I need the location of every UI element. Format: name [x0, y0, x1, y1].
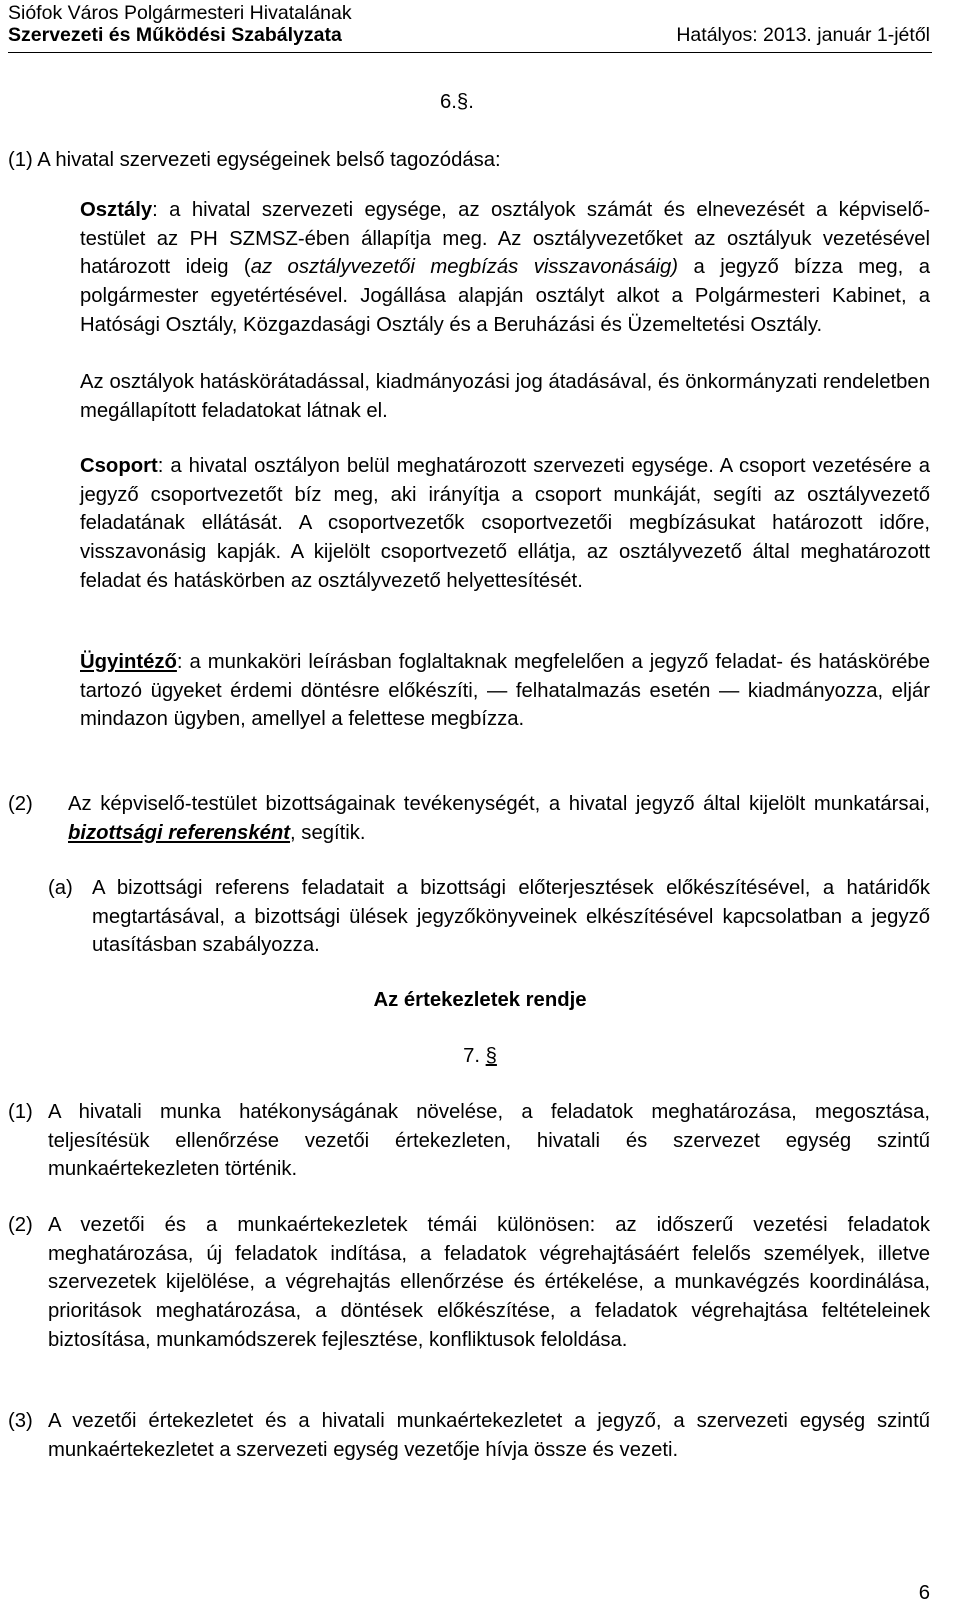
ugyintezo-definition — [80, 648, 930, 734]
csoport-text: : a hivatal osztályon belül meghatározott szervezeti egysége. A csoport vezetésére a jegyző csoportvezetőt bíz meg, aki irányítja a csoport munkáját, segíti az osztályvezető feladatának ellátását. A csoportvezetők csoportvezetői megbízásukat határozott időre, visszavonásig kapják. A kijelölt csoportvezető ellátja, az osztályvezető által meghatározott feladat és hatáskörben az osztályvezető helyettesítését. — [80, 455, 930, 592]
section-6-para-2 — [68, 790, 930, 847]
section-7-para-2: A vezetői és a munkaértekezletek témái különösen: az időszerű vezetési feladatok meghatározása, új feladatok indítása, a feladatok végrehajtásáért felelős személyek, illetve szervezetek kijelölése, a végrehajtás ellenőrzése és értékelése, a munkavégzés koordinálása, prioritások meghatározása, a döntések előkészítése, a feladatok végrehajtása feltételeinek biztosítása, munkamódszerek fejlesztése, konfliktusok feloldása. — [48, 1214, 930, 1351]
header-effective-date: Hatályos: 2013. január 1-jétől — [676, 24, 930, 46]
header-row — [8, 24, 930, 46]
section-6-para-1-intro: (1) A hivatal szervezeti egységeinek belső tagozódása: — [8, 149, 501, 171]
osztaly-tasks: Az osztályok hatáskörátadással, kiadmányozási jog átadásával, és önkormányzati rendeletben megállapított feladatokat látnak el. — [80, 371, 930, 422]
section-7-para-1-number: (1) — [8, 1101, 33, 1123]
section-7-para-1: A hivatali munka hatékonyságának növelése, a feladatok meghatározása, megosztása, teljesítésük ellenőrzése vezetői értekezleten, hivatali és szervezet egység szintű munkaértekezleten történik. — [48, 1101, 930, 1181]
section-7-para-3-number: (3) — [8, 1410, 33, 1432]
section-7-heading — [0, 1042, 960, 1071]
ugyintezo-term: Ügyintéző — [80, 651, 177, 673]
osztaly-term: Osztály — [80, 199, 153, 221]
section-7-number: 7. — [463, 1045, 480, 1067]
para-2-bold-term: bizottsági referensként — [68, 821, 291, 844]
section-7-title: Az értekezletek rendje — [373, 989, 587, 1011]
para-2-text-b: , segítik. — [290, 821, 366, 844]
page-number: 6 — [918, 1582, 930, 1604]
header-document-title: Szervezeti és Működési Szabályzata — [8, 24, 342, 46]
page-header — [8, 2, 930, 46]
csoport-definition — [80, 452, 930, 596]
section-6-heading: 6.§. — [440, 91, 474, 113]
csoport-term: Csoport — [80, 455, 158, 477]
header-divider — [8, 52, 932, 53]
osztaly-text-1: : a hivatal szervezeti egysége, az osztályok számát és elnevezését a képviselő-testület az PH SZMSZ-ében állapítja meg. Az osztályvezetőket az osztályuk vezetésével határozott ideig ( — [80, 199, 930, 279]
osztaly-definition — [80, 196, 930, 340]
osztaly-text-italic: az osztályvezetői megbízás visszavonásáig) — [250, 256, 679, 279]
ugyintezo-text: : a munkaköri leírásban foglaltaknak megfelelően a jegyző feladat- és hatáskörébe tartozó ügyeket érdemi döntésre előkészíti, ― felhatalmazás esetén ― kiadmányozza, eljár mindazon ügyben, amellyel a felettese megbízza. — [80, 651, 930, 731]
sub-para-a-number: (a) — [48, 877, 73, 899]
section-7-para-3: A vezetői értekezletet és a hivatali munkaértekezletet a jegyző, a szervezeti egység szintű munkaértekezletet a szervezeti egység vezetője hívja össze és vezeti. — [48, 1410, 930, 1461]
header-institution: Siófok Város Polgármesteri Hivatalának — [8, 2, 352, 24]
osztaly-text-2: a jegyző bízza meg, a polgármester egyetértésével. Jogállása alapján osztályt alkot a Polgármesteri Kabinet, a Hatósági Osztály, Közgazdasági Osztály és a Beruházási és Üzemeltetési Osztály. — [80, 256, 931, 336]
sub-para-a: A bizottsági referens feladatait a bizottsági előterjesztések előkészítésével, a határidők megtartásával, a bizottsági ülések jegyzőkönyveinek elkészítésével kapcsolatban a jegyző utasításban szabályozza. — [92, 877, 930, 957]
para-2-text-a: Az képviselő-testület bizottságainak tevékenységét, a hivatal jegyző által kijelölt munkatársai, — [68, 793, 930, 815]
section-sign: § — [485, 1045, 497, 1067]
section-7-para-2-number: (2) — [8, 1214, 33, 1236]
section-6-para-2-number: (2) — [8, 793, 33, 815]
